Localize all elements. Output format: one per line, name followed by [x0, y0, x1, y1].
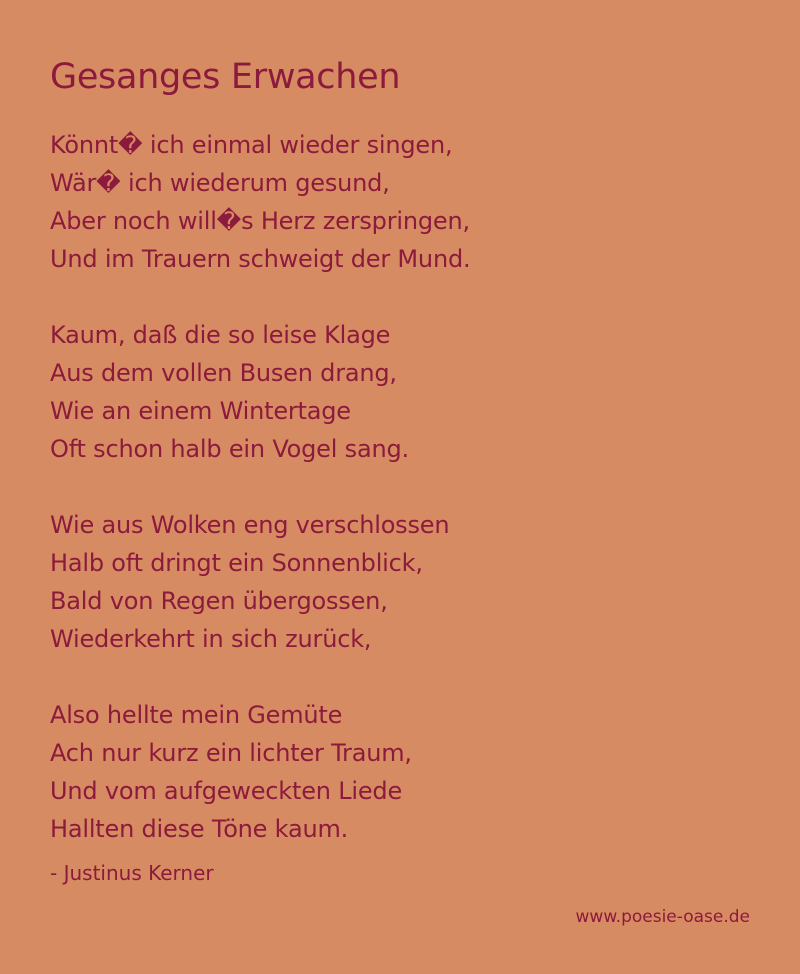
poem-line: Und im Trauern schweigt der Mund. [50, 245, 471, 273]
poem-line: Bald von Regen übergossen, [50, 587, 388, 615]
poem-stanzas [50, 126, 470, 886]
poem-line: Hallten diese Töne kaum. [50, 815, 349, 843]
poem-line: Und vom aufgeweckten Liede [50, 777, 403, 805]
poem-card [50, 0, 750, 974]
poem-line: Also hellte mein Gemüte [50, 701, 343, 729]
poem-line: Wie aus Wolken eng verschlossen [50, 511, 450, 539]
stanza-2 [50, 316, 470, 468]
poem-line: Wär� ich wiederum gesund, [50, 169, 390, 197]
stanza-4 [50, 696, 470, 848]
poem-line: Halb oft dringt ein Sonnenblick, [50, 549, 423, 577]
poem-author: - Justinus Kerner [50, 861, 214, 885]
poem-line: Wie an einem Wintertage [50, 397, 351, 425]
poem-line: Aus dem vollen Busen drang, [50, 359, 397, 387]
poem-line: Wiederkehrt in sich zurück, [50, 625, 372, 653]
website-link[interactable]: www.poesie-oase.de [575, 907, 750, 927]
poem-line: Kaum, daß die so leise Klage [50, 321, 391, 349]
poem-title: Gesanges Erwachen [50, 57, 401, 97]
poem-line: Könnt� ich einmal wieder singen, [50, 131, 453, 159]
poem-line: Aber noch will�s Herz zerspringen, [50, 207, 470, 235]
poem-line: Oft schon halb ein Vogel sang. [50, 435, 409, 463]
stanza-3 [50, 506, 470, 658]
poem-line: Ach nur kurz ein lichter Traum, [50, 739, 412, 767]
stanza-1 [50, 126, 470, 278]
